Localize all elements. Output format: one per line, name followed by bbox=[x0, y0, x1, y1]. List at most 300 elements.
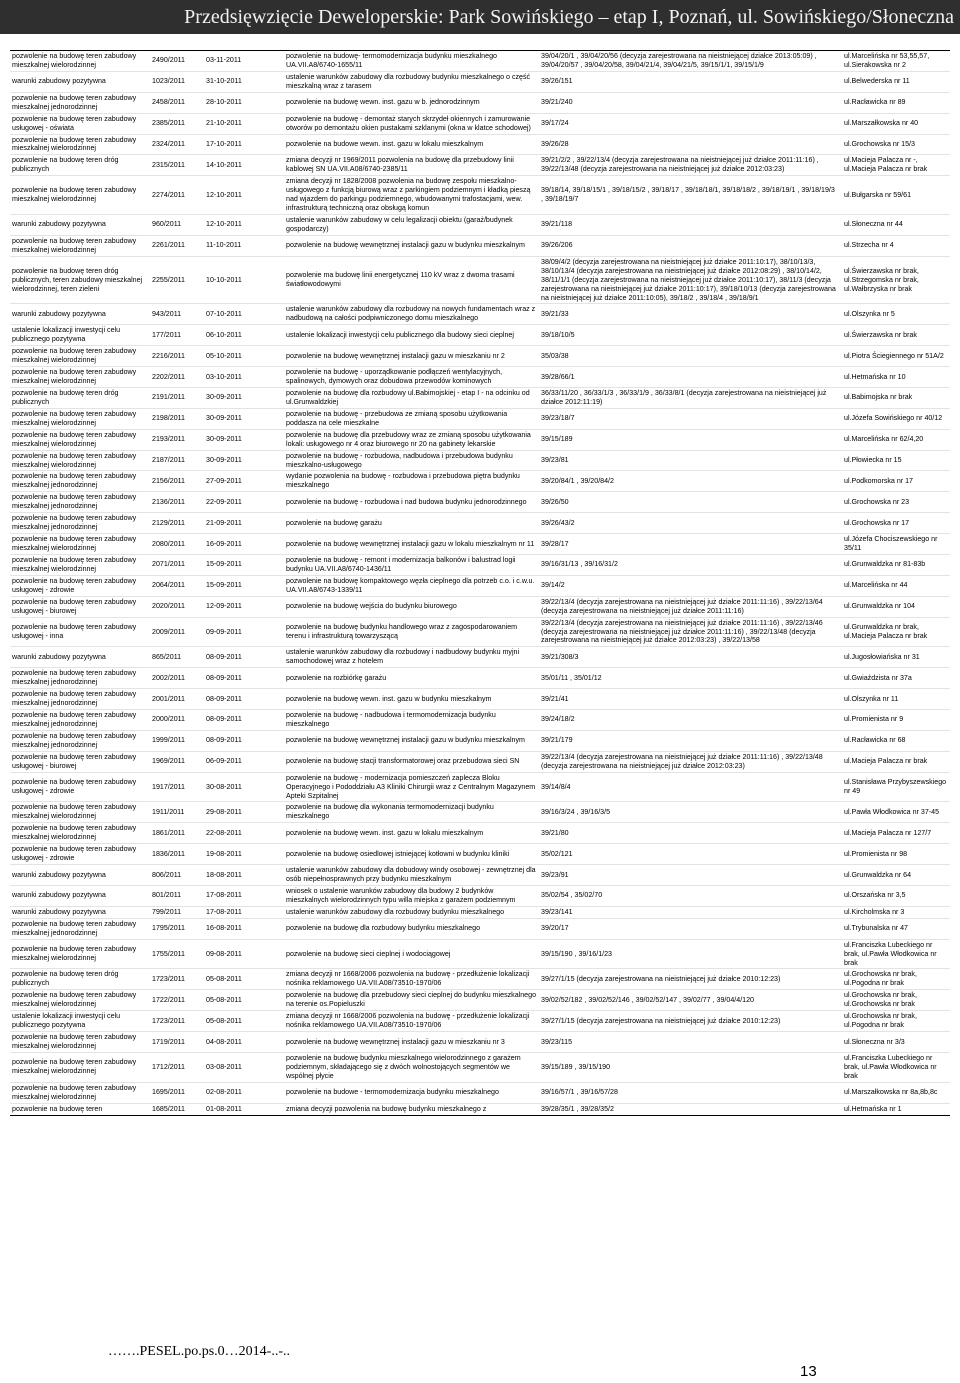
address-cell: ul.Gwiaździsta nr 37a bbox=[839, 668, 950, 689]
address-cell: ul.Słoneczna nr 3/3 bbox=[839, 1032, 950, 1053]
decision-number-cell: 1723/2011 bbox=[150, 1011, 204, 1032]
decision-number-cell: 2490/2011 bbox=[150, 51, 204, 72]
plots-cell: 39/23/81 bbox=[539, 450, 839, 471]
plots-cell: 39/21/118 bbox=[539, 215, 839, 236]
description-cell: pozwolenie na budowę stacji transformatorowej oraz przebudowa sieci SN bbox=[284, 751, 539, 772]
table-row bbox=[10, 346, 950, 367]
plots-cell: 39/27/1/15 (decyzja zarejestrowana na nieistniejącej już działce 2010:12:23) bbox=[539, 969, 839, 990]
decision-number-cell: 1685/2011 bbox=[150, 1103, 204, 1115]
decision-date-cell: 08-09-2011 bbox=[204, 710, 284, 731]
decision-type-cell: pozwolenie na budowę teren zabudowy mieszkalnej wielorodzinnej bbox=[10, 802, 150, 823]
description-cell: ustalenie warunków zabudowy dla rozbudowy budynku mieszkalnego bbox=[284, 906, 539, 918]
decision-number-cell: 2198/2011 bbox=[150, 408, 204, 429]
address-cell: ul.Racławicka nr 89 bbox=[839, 92, 950, 113]
address-cell: ul.Babimojska nr brak bbox=[839, 387, 950, 408]
decision-date-cell: 02-08-2011 bbox=[204, 1082, 284, 1103]
decision-date-cell: 15-09-2011 bbox=[204, 554, 284, 575]
description-cell: pozwolenie na budowę dla rozbudowy budynku mieszkalnego bbox=[284, 918, 539, 939]
description-cell: pozwolenie na budowę wewnętrznej instalacji gazu w mieszkaniu nr 3 bbox=[284, 1032, 539, 1053]
decision-type-cell: pozwolenie na budowę teren dróg publicznych bbox=[10, 155, 150, 176]
description-cell: pozwolenie ma budowę linii energetycznej 110 kV wraz z dwoma trasami światłowodowymi bbox=[284, 256, 539, 304]
plots-cell: 35/01/11 , 35/01/12 bbox=[539, 668, 839, 689]
description-cell: pozwolenie na budowę wejścia do budynku biurowego bbox=[284, 596, 539, 617]
decision-date-cell: 17-10-2011 bbox=[204, 134, 284, 155]
decision-date-cell: 09-08-2011 bbox=[204, 939, 284, 969]
decision-number-cell: 960/2011 bbox=[150, 215, 204, 236]
decision-type-cell: pozwolenie na budowę teren zabudowy usługowej - zdrowie bbox=[10, 844, 150, 865]
table-row bbox=[10, 304, 950, 325]
decision-type-cell: pozwolenie na budowę teren zabudowy mieszkalnej wielorodzinnej bbox=[10, 176, 150, 215]
table-row bbox=[10, 1082, 950, 1103]
address-cell: ul.Grochowska nr 23 bbox=[839, 492, 950, 513]
decision-number-cell: 2216/2011 bbox=[150, 346, 204, 367]
table-row bbox=[10, 710, 950, 731]
decision-number-cell: 2001/2011 bbox=[150, 689, 204, 710]
table-row bbox=[10, 235, 950, 256]
address-cell: ul.Promienista nr 98 bbox=[839, 844, 950, 865]
decision-number-cell: 1723/2011 bbox=[150, 969, 204, 990]
decision-number-cell: 2156/2011 bbox=[150, 471, 204, 492]
decision-number-cell: 1712/2011 bbox=[150, 1052, 204, 1082]
decision-type-cell: pozwolenie na budowę teren zabudowy mieszkalnej wielorodzinnej bbox=[10, 134, 150, 155]
decision-number-cell: 1999/2011 bbox=[150, 730, 204, 751]
decision-type-cell: pozwolenie na budowę teren zabudowy usługowej - biurowej bbox=[10, 596, 150, 617]
decision-type-cell: pozwolenie na budowę teren zabudowy usługowej - zdrowie bbox=[10, 772, 150, 802]
decision-date-cell: 12-09-2011 bbox=[204, 596, 284, 617]
address-cell: ul.Grochowska nr 17 bbox=[839, 513, 950, 534]
decision-type-cell: pozwolenie na budowę teren zabudowy mieszkalnej wielorodzinnej bbox=[10, 1032, 150, 1053]
address-cell: ul.Jugosłowiańska nr 31 bbox=[839, 647, 950, 668]
decision-type-cell: pozwolenie na budowę teren zabudowy mieszkalnej wielorodzinnej bbox=[10, 51, 150, 72]
decision-number-cell: 2002/2011 bbox=[150, 668, 204, 689]
table-row bbox=[10, 367, 950, 388]
plots-cell: 39/24/18/2 bbox=[539, 710, 839, 731]
decision-type-cell: pozwolenie na budowę teren zabudowy mieszkalnej wielorodzinnej bbox=[10, 823, 150, 844]
decision-type-cell: warunki zabudowy pozytywna bbox=[10, 647, 150, 668]
decision-type-cell: pozwolenie na budowę teren zabudowy mieszkalnej jednorodzinnej bbox=[10, 918, 150, 939]
plots-cell: 39/26/206 bbox=[539, 235, 839, 256]
decision-number-cell: 2129/2011 bbox=[150, 513, 204, 534]
description-cell: pozwolenie na budowę wewnętrznej instalacji gazu w budynku mieszkalnym bbox=[284, 730, 539, 751]
decision-date-cell: 08-09-2011 bbox=[204, 689, 284, 710]
decision-date-cell: 22-09-2011 bbox=[204, 492, 284, 513]
decision-date-cell: 08-09-2011 bbox=[204, 730, 284, 751]
decision-number-cell: 806/2011 bbox=[150, 865, 204, 886]
table-row bbox=[10, 71, 950, 92]
plots-cell: 38/09/4/2 (decyzja zarejestrowana na nieistniejącej już działce 2011:10:17), 38/10/13/3, 38/10/13/4 (decyzja zarejestrowana na nieistniejącej już działce 2012:08:29) , 38/10/14/2, 38/11/1/1 (decyzja zarejestrowana na nieistniejącej już działce 2011:10:17), 38/11/3 (decyzja zarejestrowana na nieistniejącej już działce 2011:10:17), 39/18/10/13 (decyzja zarejestrowana na nieistniejącej już działce 2011:10:05), 39/18/2 , 39/18/4 , 39/18/9/1 bbox=[539, 256, 839, 304]
decision-date-cell: 12-10-2011 bbox=[204, 215, 284, 236]
decision-date-cell: 08-09-2011 bbox=[204, 668, 284, 689]
address-cell: ul.Grunwaldzka nr 64 bbox=[839, 865, 950, 886]
table-row bbox=[10, 823, 950, 844]
decision-date-cell: 01-08-2011 bbox=[204, 1103, 284, 1115]
table-row bbox=[10, 92, 950, 113]
table-row bbox=[10, 554, 950, 575]
decision-type-cell: warunki zabudowy pozytywna bbox=[10, 865, 150, 886]
address-cell: ul.Olszynka nr 11 bbox=[839, 689, 950, 710]
decision-date-cell: 03-08-2011 bbox=[204, 1052, 284, 1082]
address-cell: ul.Marcelińska nr 62/4,20 bbox=[839, 429, 950, 450]
description-cell: pozwolenie na budowę- termomodernizacja budynku mieszkalnego UA.VII.A8/6740-1655/11 bbox=[284, 51, 539, 72]
description-cell: pozwolenie na budowę budynku mieszkalnego wielorodzinnego z garażem podziemnym, składającego się z dwóch wolnostojących segmentów we wspólnej płycie bbox=[284, 1052, 539, 1082]
address-cell: ul.Grochowska nr brak, ul.Pogodna nr brak bbox=[839, 969, 950, 990]
decision-number-cell: 801/2011 bbox=[150, 885, 204, 906]
plots-cell: 35/02/54 , 35/02/70 bbox=[539, 885, 839, 906]
plots-cell: 39/20/17 bbox=[539, 918, 839, 939]
description-cell: ustalenie warunków zabudowy dla rozbudowy budynku mieszkalnego o część mieszkalną wraz z tarasem bbox=[284, 71, 539, 92]
decision-number-cell: 1917/2011 bbox=[150, 772, 204, 802]
description-cell: ustalenie warunków zabudowy dla rozbudowy i nadbudowy budynku myjni samochodowej wraz z hotelem bbox=[284, 647, 539, 668]
plots-cell: 36/33/11/20 , 36/33/1/3 , 36/33/1/9 , 36/33/8/1 (decyzja zarejestrowana na nieistniejącej już działce 2012:11:19) bbox=[539, 387, 839, 408]
address-cell: ul.Bułgarska nr 59/61 bbox=[839, 176, 950, 215]
decision-date-cell: 15-09-2011 bbox=[204, 575, 284, 596]
decision-type-cell: pozwolenie na budowę teren zabudowy mieszkalnej wielorodzinnej bbox=[10, 990, 150, 1011]
decision-date-cell: 28-10-2011 bbox=[204, 92, 284, 113]
decision-date-cell: 03-11-2011 bbox=[204, 51, 284, 72]
address-cell: ul.Grochowska nr brak, ul.Pogodna nr brak bbox=[839, 1011, 950, 1032]
decision-number-cell: 2064/2011 bbox=[150, 575, 204, 596]
decision-date-cell: 21-09-2011 bbox=[204, 513, 284, 534]
decision-date-cell: 10-10-2011 bbox=[204, 256, 284, 304]
decision-number-cell: 2315/2011 bbox=[150, 155, 204, 176]
address-cell: ul.Świerzawska nr brak, ul.Strzegomska nr brak, ul.Wałbrzyska nr brak bbox=[839, 256, 950, 304]
decision-date-cell: 16-09-2011 bbox=[204, 534, 284, 555]
plots-cell: 39/21/179 bbox=[539, 730, 839, 751]
description-cell: pozwolenie na budowę - modernizacja pomieszczeń zaplecza Bloku Operacyjnego i Pododdziału A3 Kliniki Chirurgii wraz z Centralnym Magazynem Apteki Szpitalnej bbox=[284, 772, 539, 802]
address-cell: ul.Trybunalska nr 47 bbox=[839, 918, 950, 939]
table-row bbox=[10, 617, 950, 647]
plots-cell: 39/18/10/5 bbox=[539, 325, 839, 346]
decision-number-cell: 2193/2011 bbox=[150, 429, 204, 450]
decision-number-cell: 1911/2011 bbox=[150, 802, 204, 823]
description-cell: zmiana decyzji nr 1969/2011 pozwolenia na budowę dla przebudowy linii kablowej SN UA.VII.A08/6740-2385/11 bbox=[284, 155, 539, 176]
decision-number-cell: 1755/2011 bbox=[150, 939, 204, 969]
address-cell: ul.Grunwaldzka nr brak, ul.Macieja Palacza nr brak bbox=[839, 617, 950, 647]
plots-cell: 39/21/240 bbox=[539, 92, 839, 113]
table-row bbox=[10, 387, 950, 408]
table-row bbox=[10, 176, 950, 215]
decision-type-cell: pozwolenie na budowę teren zabudowy mieszkalnej wielorodzinnej bbox=[10, 554, 150, 575]
decisions-table-body bbox=[10, 51, 950, 1116]
plots-cell: 39/28/35/1 , 39/28/35/2 bbox=[539, 1103, 839, 1115]
address-cell: ul.Orszańska nr 3,5 bbox=[839, 885, 950, 906]
table-row bbox=[10, 450, 950, 471]
description-cell: zmiana decyzji nr 1828/2008 pozwolenia na budowę zespołu mieszkalno-usługowego z funkcją biurową wraz z parkingiem podziemnym i kładką pieszą nad wjazdem do parkingu podziemnego, wbudowanymi trafostacjami, wew. infrastrukturą techniczną oraz obsługą komun bbox=[284, 176, 539, 215]
decision-type-cell: warunki zabudowy pozytywna bbox=[10, 906, 150, 918]
decision-type-cell: pozwolenie na budowę teren zabudowy usługowej - inna bbox=[10, 617, 150, 647]
decision-number-cell: 2071/2011 bbox=[150, 554, 204, 575]
address-cell: ul.Marcelińska nr 53,55,57, ul.Sierakowska nr 2 bbox=[839, 51, 950, 72]
table-row bbox=[10, 802, 950, 823]
address-cell: ul.Marcelińska nr 44 bbox=[839, 575, 950, 596]
decision-number-cell: 1695/2011 bbox=[150, 1082, 204, 1103]
plots-cell: 39/22/13/4 (decyzja zarejestrowana na nieistniejącej już działce 2011:11:16) , 39/22/13/64 (decyzja zarejestrowana na nieistniejącej już działce 2011:11:16) bbox=[539, 596, 839, 617]
table-row bbox=[10, 751, 950, 772]
description-cell: pozwolenie na rozbiórkę garażu bbox=[284, 668, 539, 689]
plots-cell: 39/26/151 bbox=[539, 71, 839, 92]
decision-date-cell: 12-10-2011 bbox=[204, 176, 284, 215]
decision-number-cell: 1795/2011 bbox=[150, 918, 204, 939]
decisions-table bbox=[10, 50, 950, 1116]
address-cell: ul.Grunwaldzka nr 104 bbox=[839, 596, 950, 617]
table-row bbox=[10, 885, 950, 906]
decision-type-cell: pozwolenie na budowę teren dróg publicznych, teren zabudowy mieszkalnej wielorodzinnej, teren zieleni bbox=[10, 256, 150, 304]
decision-type-cell: pozwolenie na budowę teren zabudowy mieszkalnej wielorodzinnej bbox=[10, 1052, 150, 1082]
address-cell: ul.Piotra Ściegiennego nr 51A/2 bbox=[839, 346, 950, 367]
address-cell: ul.Grunwaldzka nr 81-83b bbox=[839, 554, 950, 575]
decision-number-cell: 2000/2011 bbox=[150, 710, 204, 731]
description-cell: ustalenie lokalizacji inwestycji celu publicznego dla budowy sieci cieplnej bbox=[284, 325, 539, 346]
description-cell: pozwolenie na budowę wewn. inst. gazu w b. jednorodzinnym bbox=[284, 92, 539, 113]
decision-number-cell: 1023/2011 bbox=[150, 71, 204, 92]
footer-reference: …….PESEL.po.ps.0…2014-..-.. bbox=[108, 1344, 290, 1359]
decision-type-cell: pozwolenie na budowę teren zabudowy mieszkalnej jednorodzinnej bbox=[10, 513, 150, 534]
address-cell: ul.Grochowska nr brak, ul.Grochowska nr brak bbox=[839, 990, 950, 1011]
decision-type-cell: warunki zabudowy pozytywna bbox=[10, 71, 150, 92]
table-row bbox=[10, 990, 950, 1011]
address-cell: ul.Grochowska nr 15/3 bbox=[839, 134, 950, 155]
address-cell: ul.Racławicka nr 68 bbox=[839, 730, 950, 751]
plots-cell: 39/22/13/4 (decyzja zarejestrowana na nieistniejącej już działce 2011:11:16) , 39/22/13/46 (decyzja zarejestrowana na nieistniejącej już działce 2011:11:16) , 39/22/13/48 (decyzja zarejestrowana na nieistniejącej już działce 2012:03:23) , 39/22/13/58 bbox=[539, 617, 839, 647]
description-cell: pozwolenie na budowę budynku handlowego wraz z zagospodarowaniem terenu i infrastrukturą towarzyszącą bbox=[284, 617, 539, 647]
description-cell: ustalenie warunków zabudowy w celu legalizacji obiektu (garaż/budynek gospodarczy) bbox=[284, 215, 539, 236]
decision-date-cell: 08-09-2011 bbox=[204, 647, 284, 668]
decision-date-cell: 03-10-2011 bbox=[204, 367, 284, 388]
address-cell: ul.Macieja Palacza nr -, ul.Macieja Palacza nr brak bbox=[839, 155, 950, 176]
table-row bbox=[10, 865, 950, 886]
description-cell: pozwolenie na budowe wewn. inst. gazu w lokalu mieszkalnym bbox=[284, 134, 539, 155]
decision-number-cell: 1969/2011 bbox=[150, 751, 204, 772]
description-cell: pozwolenie na budowę dla przebudowy sieci cieplnej do budynku mieszkalnego na terenie os.Popieluszki bbox=[284, 990, 539, 1011]
address-cell: ul.Franciszka Lubeckiego nr brak, ul.Pawła Włodkowica nr brak bbox=[839, 1052, 950, 1082]
table-row bbox=[10, 844, 950, 865]
decision-date-cell: 05-08-2011 bbox=[204, 990, 284, 1011]
decision-type-cell: pozwolenie na budowę teren zabudowy mieszkalnej wielorodzinnej bbox=[10, 367, 150, 388]
decision-number-cell: 2274/2011 bbox=[150, 176, 204, 215]
address-cell: ul.Olszynka nr 5 bbox=[839, 304, 950, 325]
decision-type-cell: pozwolenie na budowę teren bbox=[10, 1103, 150, 1115]
decision-number-cell: 177/2011 bbox=[150, 325, 204, 346]
address-cell: ul.Kircholmska nr 3 bbox=[839, 906, 950, 918]
table-row bbox=[10, 1103, 950, 1115]
plots-cell: 39/23/115 bbox=[539, 1032, 839, 1053]
table-row bbox=[10, 534, 950, 555]
address-cell: ul.Marszałkowska nr 40 bbox=[839, 113, 950, 134]
decision-type-cell: pozwolenie na budowę teren zabudowy mieszkalnej wielorodzinnej bbox=[10, 534, 150, 555]
description-cell: wydanie pozwolenia na budowę - rozbudowa i przebudowa piętra budynku mieszkalnego bbox=[284, 471, 539, 492]
plots-cell: 39/18/14, 39/18/15/1 , 39/18/15/2 , 39/18/17 , 39/18/18/1, 39/18/18/2 , 39/18/19/1 , 39/18/19/3 , 39/18/19/7 bbox=[539, 176, 839, 215]
plots-cell: 39/15/189 bbox=[539, 429, 839, 450]
description-cell: pozwolenie na budowę - rozbudowa i nad budowa budynku jednorodzinnego bbox=[284, 492, 539, 513]
table-row bbox=[10, 939, 950, 969]
description-cell: pozwolenie na budowe - termomodernizacja budynku mieszkalnego bbox=[284, 1082, 539, 1103]
plots-cell: 39/28/66/1 bbox=[539, 367, 839, 388]
decision-date-cell: 05-08-2011 bbox=[204, 1011, 284, 1032]
table-row bbox=[10, 113, 950, 134]
address-cell: ul.Podkomorska nr 17 bbox=[839, 471, 950, 492]
decision-date-cell: 17-08-2011 bbox=[204, 885, 284, 906]
table-row bbox=[10, 1011, 950, 1032]
decision-type-cell: pozwolenie na budowę teren zabudowy mieszkalnej wielorodzinnej bbox=[10, 1082, 150, 1103]
table-row bbox=[10, 408, 950, 429]
decision-type-cell: pozwolenie na budowę teren zabudowy usługowej - zdrowie bbox=[10, 575, 150, 596]
table-row bbox=[10, 668, 950, 689]
decision-type-cell: pozwolenie na budowę teren zabudowy mieszkalnej jednorodzinnej bbox=[10, 492, 150, 513]
decision-date-cell: 18-08-2011 bbox=[204, 865, 284, 886]
decision-date-cell: 05-08-2011 bbox=[204, 969, 284, 990]
decision-number-cell: 865/2011 bbox=[150, 647, 204, 668]
decision-number-cell: 1719/2011 bbox=[150, 1032, 204, 1053]
decision-type-cell: ustalenie lokalizacji inwestycji celu publicznego pozytywna bbox=[10, 1011, 150, 1032]
decision-type-cell: pozwolenie na budowę teren zabudowy usługowej - oświata bbox=[10, 113, 150, 134]
decision-type-cell: pozwolenie na budowę teren zabudowy usługowej - biurowej bbox=[10, 751, 150, 772]
plots-cell: 39/28/17 bbox=[539, 534, 839, 555]
description-cell: pozwolenie na budowę sieci cieplnej i wodociągowej bbox=[284, 939, 539, 969]
address-cell: ul.Hetmańska nr 1 bbox=[839, 1103, 950, 1115]
plots-cell: 39/26/43/2 bbox=[539, 513, 839, 534]
plots-cell: 39/16/57/1 , 39/16/57/28 bbox=[539, 1082, 839, 1103]
decision-number-cell: 1722/2011 bbox=[150, 990, 204, 1011]
decision-date-cell: 30-09-2011 bbox=[204, 387, 284, 408]
table-row bbox=[10, 647, 950, 668]
description-cell: pozwolenie na budowę - remont i modernizacja balkonów i balustrad logii budynku UA.VII.A8/6740-1436/11 bbox=[284, 554, 539, 575]
plots-cell: 39/17/24 bbox=[539, 113, 839, 134]
decision-date-cell: 30-09-2011 bbox=[204, 450, 284, 471]
plots-cell: 39/23/91 bbox=[539, 865, 839, 886]
decision-number-cell: 2009/2011 bbox=[150, 617, 204, 647]
description-cell: pozwolenie na budowę dla wykonania termomodernizacji budynku mieszkalnego bbox=[284, 802, 539, 823]
table-row bbox=[10, 596, 950, 617]
description-cell: ustalenie warunków zabudowy dla rozbudowy na nowych fundamentach wraz z nadbudową na całości podpiwniczonego domu mieszkalnego bbox=[284, 304, 539, 325]
table-row bbox=[10, 215, 950, 236]
table-row bbox=[10, 575, 950, 596]
table-row bbox=[10, 429, 950, 450]
plots-cell: 39/27/1/15 (decyzja zarejestrowana na nieistniejącej już działce 2010:12:23) bbox=[539, 1011, 839, 1032]
decision-date-cell: 14-10-2011 bbox=[204, 155, 284, 176]
table-row bbox=[10, 155, 950, 176]
decision-date-cell: 31-10-2011 bbox=[204, 71, 284, 92]
decision-date-cell: 21-10-2011 bbox=[204, 113, 284, 134]
address-cell: ul.Stanisława Przybyszewskiego nr 49 bbox=[839, 772, 950, 802]
decision-date-cell: 30-09-2011 bbox=[204, 429, 284, 450]
decision-type-cell: pozwolenie na budowę teren zabudowy mieszkalnej wielorodzinnej bbox=[10, 346, 150, 367]
description-cell: pozwolenie na budowę - przebudowa ze zmianą sposobu użytkowania poddasza na cele mieszkalne bbox=[284, 408, 539, 429]
decision-type-cell: pozwolenie na budowę teren zabudowy mieszkalnej wielorodzinnej bbox=[10, 939, 150, 969]
table-row bbox=[10, 471, 950, 492]
address-cell: ul.Józefa Sowińskiego nr 40/12 bbox=[839, 408, 950, 429]
page-header bbox=[0, 0, 960, 34]
description-cell: zmiana decyzji pozwolenia na budowę budynku mieszkalnego z bbox=[284, 1103, 539, 1115]
table-row bbox=[10, 513, 950, 534]
description-cell: pozwolenie na budowę - demontaż starych skrzydeł okiennych i zamurowanie otworów po demontażu okien pustakami szklanymi (okna w klatce schodowej) bbox=[284, 113, 539, 134]
plots-cell: 39/22/13/4 (decyzja zarejestrowana na nieistniejącej już działce 2011:11:16) , 39/22/13/48 (decyzja zarejestrowana na nieistniejącej już działce 2012:03:23) bbox=[539, 751, 839, 772]
decision-date-cell: 09-09-2011 bbox=[204, 617, 284, 647]
decision-date-cell: 06-10-2011 bbox=[204, 325, 284, 346]
description-cell: pozwolenie na budowę dla rozbudowy ul.Babimojskiej - etap I - na odcinku od ul.Grunwaldzkiej bbox=[284, 387, 539, 408]
decision-date-cell: 16-08-2011 bbox=[204, 918, 284, 939]
address-cell: ul.Świerzawska nr brak bbox=[839, 325, 950, 346]
decision-type-cell: pozwolenie na budowę teren zabudowy mieszkalnej jednorodzinnej bbox=[10, 668, 150, 689]
plots-cell: 35/02/121 bbox=[539, 844, 839, 865]
table-row bbox=[10, 906, 950, 918]
decision-date-cell: 06-09-2011 bbox=[204, 751, 284, 772]
plots-cell: 39/15/190 , 39/16/1/23 bbox=[539, 939, 839, 969]
plots-cell: 39/14/2 bbox=[539, 575, 839, 596]
plots-cell: 39/16/3/24 , 39/16/3/5 bbox=[539, 802, 839, 823]
address-cell: ul.Franciszka Lubeckiego nr brak, ul.Pawła Włodkowica nr brak bbox=[839, 939, 950, 969]
decision-type-cell: warunki zabudowy pozytywna bbox=[10, 304, 150, 325]
table-row bbox=[10, 256, 950, 304]
plots-cell: 39/26/50 bbox=[539, 492, 839, 513]
decision-number-cell: 2187/2011 bbox=[150, 450, 204, 471]
decision-type-cell: warunki zabudowy pozytywna bbox=[10, 885, 150, 906]
decision-date-cell: 22-08-2011 bbox=[204, 823, 284, 844]
description-cell: pozwolenie na budowę wewnętrznej instalacji gazu w budynku mieszkalnym bbox=[284, 235, 539, 256]
description-cell: pozwolenie na budowę wewnętrznej instalacji gazu w mieszkaniu nr 2 bbox=[284, 346, 539, 367]
address-cell: ul.Macieja Palacza nr brak bbox=[839, 751, 950, 772]
plots-cell: 39/23/141 bbox=[539, 906, 839, 918]
plots-cell: 39/23/18/7 bbox=[539, 408, 839, 429]
description-cell: pozwolenie na budowę osiedlowej istniejącej kotłowni w budynku kliniki bbox=[284, 844, 539, 865]
plots-cell: 39/02/52/182 , 39/02/52/146 , 39/02/52/147 , 39/02/77 , 39/04/4/120 bbox=[539, 990, 839, 1011]
address-cell: ul.Pawła Włodkowica nr 37-45 bbox=[839, 802, 950, 823]
plots-cell: 39/21/33 bbox=[539, 304, 839, 325]
decision-date-cell: 29-08-2011 bbox=[204, 802, 284, 823]
decision-type-cell: pozwolenie na budowę teren zabudowy mieszkalnej wielorodzinnej bbox=[10, 235, 150, 256]
plots-cell: 39/15/189 , 39/15/190 bbox=[539, 1052, 839, 1082]
address-cell: ul.Hetmańska nr 10 bbox=[839, 367, 950, 388]
table-row bbox=[10, 492, 950, 513]
table-row bbox=[10, 918, 950, 939]
decision-type-cell: pozwolenie na budowę teren zabudowy mieszkalnej jednorodzinnej bbox=[10, 689, 150, 710]
decision-type-cell: ustalenie lokalizacji inwestycji celu publicznego pozytywna bbox=[10, 325, 150, 346]
decision-date-cell: 19-08-2011 bbox=[204, 844, 284, 865]
decision-type-cell: pozwolenie na budowę teren zabudowy mieszkalnej jednorodzinnej bbox=[10, 710, 150, 731]
plots-cell: 39/20/84/1 , 39/20/84/2 bbox=[539, 471, 839, 492]
description-cell: ustalenie warunków zabudowy dla dobudowy windy osobowej - zewnętrznej dla osób niepełnosprawnych przy budynku mieszkalnym bbox=[284, 865, 539, 886]
table-row bbox=[10, 969, 950, 990]
decision-number-cell: 2202/2011 bbox=[150, 367, 204, 388]
description-cell: zmiana decyzji nr 1668/2006 pozwolenia na budowę - przedłużenie lokalizacji nośnika reklamowego UA.VII.A08/73510-1970/06 bbox=[284, 1011, 539, 1032]
table-row bbox=[10, 730, 950, 751]
plots-cell: 39/04/20/1 , 39/04/20/56 (decyzja zarejestrowana na nieistniejącej działce 2013:05:09) , 39/04/20/57 , 39/04/20/58, 39/04/21/4, 39/04/21/5, 39/15/1/1, 39/15/1/9 bbox=[539, 51, 839, 72]
description-cell: pozwolenie na budowę wewnętrznej instalacji gazu w lokalu mieszkalnym nr 11 bbox=[284, 534, 539, 555]
plots-cell: 39/26/28 bbox=[539, 134, 839, 155]
address-cell: ul.Macieja Palacza nr 127/7 bbox=[839, 823, 950, 844]
decision-date-cell: 17-08-2011 bbox=[204, 906, 284, 918]
decision-number-cell: 2458/2011 bbox=[150, 92, 204, 113]
table-row bbox=[10, 772, 950, 802]
table-row bbox=[10, 689, 950, 710]
plots-cell: 39/14/8/4 bbox=[539, 772, 839, 802]
decision-number-cell: 2191/2011 bbox=[150, 387, 204, 408]
decision-number-cell: 943/2011 bbox=[150, 304, 204, 325]
table-row bbox=[10, 134, 950, 155]
plots-cell: 39/21/308/3 bbox=[539, 647, 839, 668]
decision-type-cell: pozwolenie na budowę teren zabudowy mieszkalnej wielorodzinnej bbox=[10, 429, 150, 450]
decision-number-cell: 2324/2011 bbox=[150, 134, 204, 155]
table-row bbox=[10, 325, 950, 346]
address-cell: ul.Marszałkowska nr 8a,8b,8c bbox=[839, 1082, 950, 1103]
decision-number-cell: 2136/2011 bbox=[150, 492, 204, 513]
decision-date-cell: 30-08-2011 bbox=[204, 772, 284, 802]
decision-date-cell: 04-08-2011 bbox=[204, 1032, 284, 1053]
description-cell: wniosek o ustalenie warunków zabudowy dla budowy 2 budynków mieszkalnych wielorodzinnych typu willa miejska z garażem podziemnym bbox=[284, 885, 539, 906]
decision-type-cell: pozwolenie na budowę teren dróg publicznych bbox=[10, 969, 150, 990]
decision-date-cell: 07-10-2011 bbox=[204, 304, 284, 325]
description-cell: pozwolenie na budowę wewn. inst. gazu w budynku mieszkalnym bbox=[284, 689, 539, 710]
description-cell: pozwolenie na budowę garażu bbox=[284, 513, 539, 534]
